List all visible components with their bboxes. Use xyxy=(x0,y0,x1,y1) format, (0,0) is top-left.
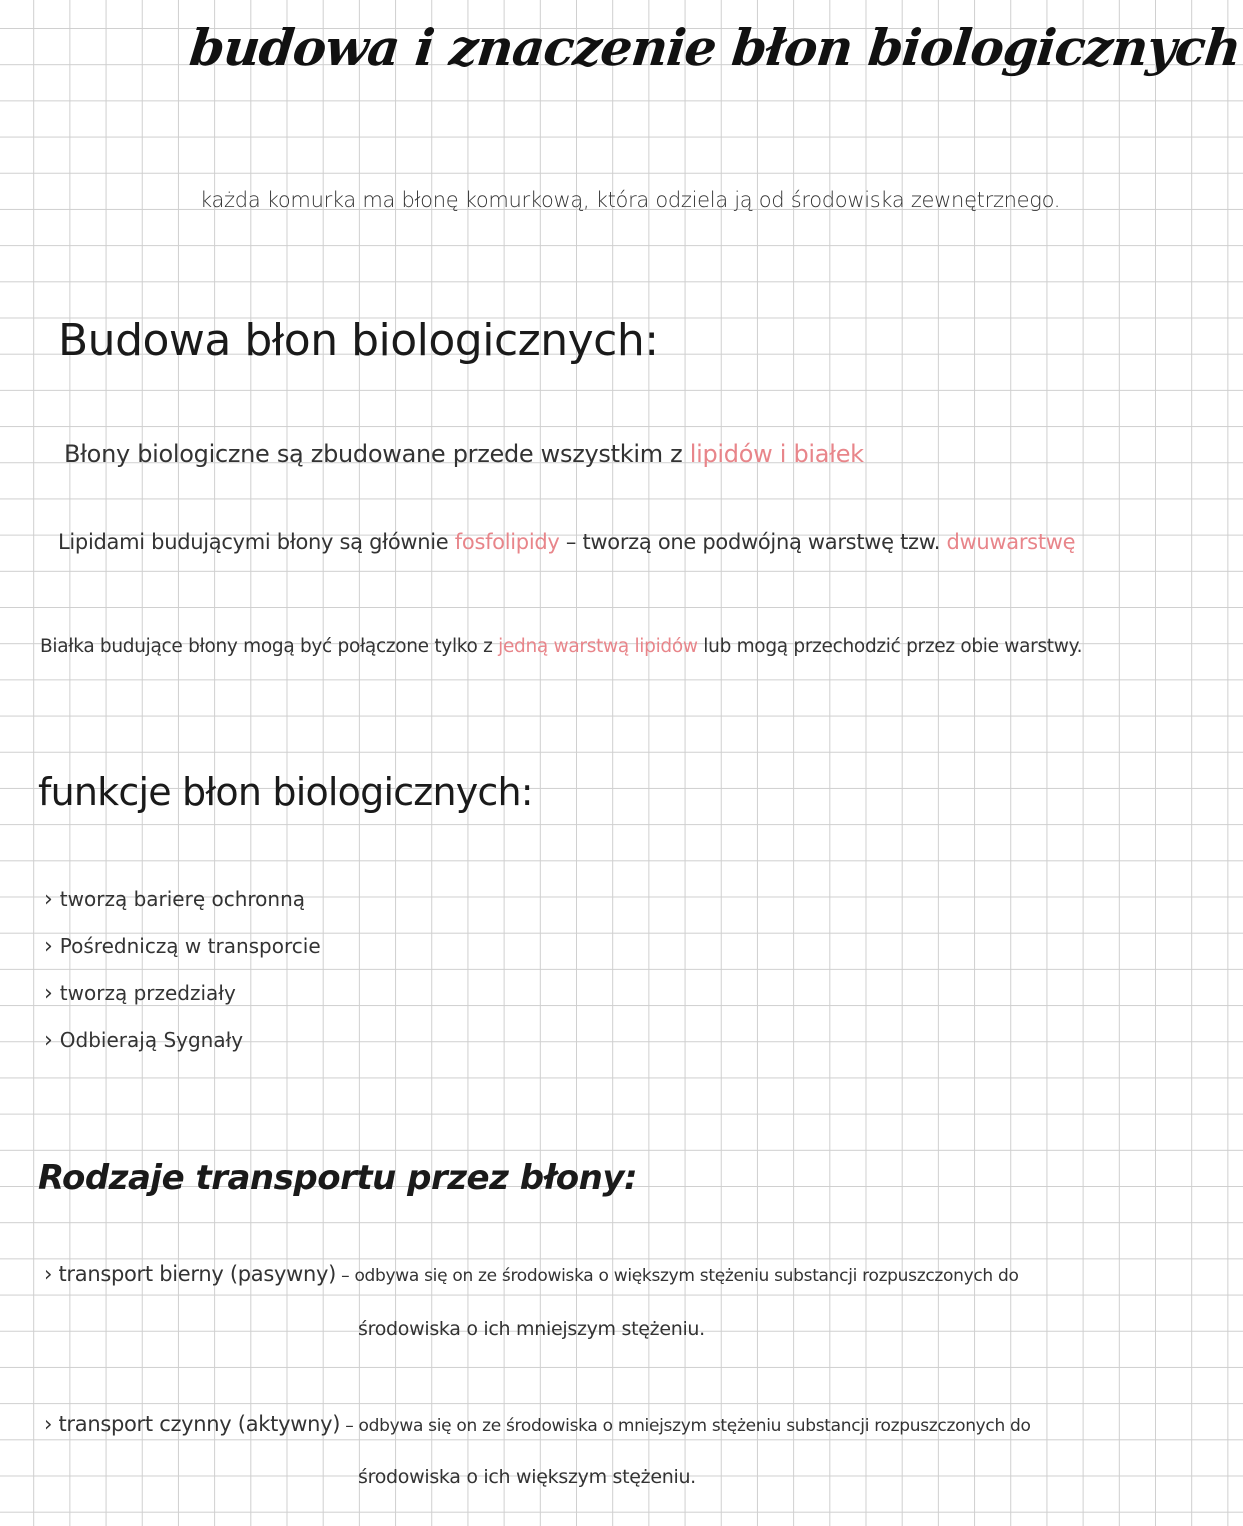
budowa-line-2-highlight-2: dwuwarstwę xyxy=(946,530,1076,554)
budowa-line-3-text: Białka budujące błony mogą być połączone tylko z xyxy=(40,636,499,657)
budowa-line-3-highlight: jedną warstwą lipidów xyxy=(498,636,698,657)
budowa-line-1-text: Błony biologiczne są zbudowane przede wszystkim z xyxy=(64,440,690,468)
budowa-line-2-text: Lipidami budującymi błony są głównie xyxy=(58,530,455,554)
transport-bierny-line-2: środowiska o ich mniejszym stężeniu. xyxy=(358,1318,705,1340)
transport-bierny-label: transport bierny (pasywny) xyxy=(58,1262,337,1286)
budowa-line-3-end: lub mogą przechodzić przez obie warstwy. xyxy=(697,636,1083,657)
transport-czynny-label: transport czynny (aktywny) xyxy=(58,1412,341,1436)
heading-funkcje: funkcje błon biologicznych: xyxy=(38,770,533,814)
intro-text: każda komurka ma błonę komurkową, która odziela ją od środowiska zewnętrznego. xyxy=(200,188,1061,212)
heading-budowa: Budowa błon biologicznych: xyxy=(58,315,659,366)
transport-czynny-desc-1: – odbywa się on ze środowiska o mniejszym stężeniu substancji rozpuszczonych do xyxy=(340,1416,1031,1436)
list-item: › Odbierają Sygnały xyxy=(44,1017,321,1064)
budowa-line-2-highlight-1: fosfolipidy xyxy=(454,530,560,554)
list-item: › Pośredniczą w transporcie xyxy=(44,923,321,970)
budowa-line-1-highlight: lipidów i białek xyxy=(689,440,864,468)
list-item: › tworzą przedziały xyxy=(44,970,321,1017)
transport-bierny-line-1 xyxy=(44,1262,1019,1286)
transport-czynny-line-1 xyxy=(44,1412,1031,1436)
transport-czynny-line-2: środowiska o ich większym stężeniu. xyxy=(358,1466,696,1488)
page-title: budowa i znaczenie błon biologicznych xyxy=(186,18,1243,77)
bullet-icon: › xyxy=(44,1412,59,1436)
budowa-line-2-mid: – tworzą one podwójną warstwę tzw. xyxy=(559,530,947,554)
heading-rodzaje: Rodzaje transportu przez błony: xyxy=(38,1158,638,1198)
bullet-icon: › xyxy=(44,1262,59,1286)
transport-bierny-desc-1: – odbywa się on ze środowiska o większym stężeniu substancji rozpuszczonych do xyxy=(336,1266,1019,1286)
budowa-line-3 xyxy=(40,636,1082,657)
budowa-line-1 xyxy=(64,440,864,468)
funkcje-list xyxy=(44,876,321,1064)
list-item: › tworzą barierę ochronną xyxy=(44,876,321,923)
budowa-line-2 xyxy=(58,530,1075,554)
